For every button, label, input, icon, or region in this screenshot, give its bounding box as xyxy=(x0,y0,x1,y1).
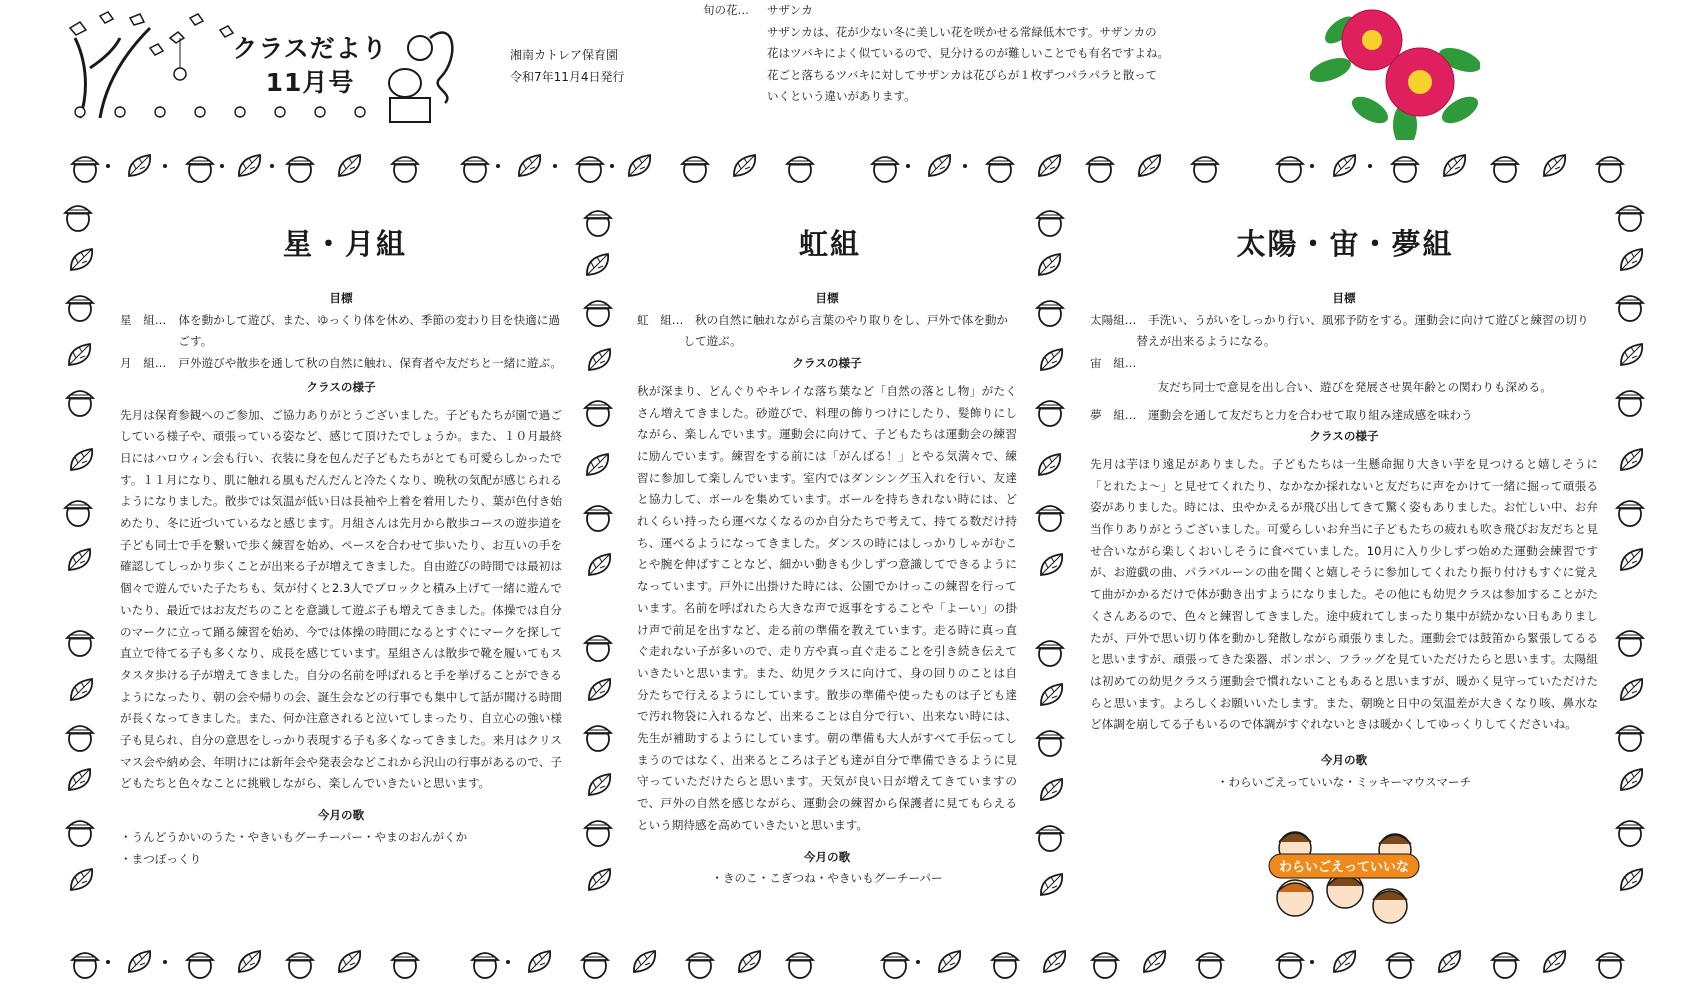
goal-text: 秋の自然に触れながら言葉のやり取りをし、戸外で体を動かして遊ぶ。 xyxy=(683,312,1009,349)
state-heading: クラスの様子 xyxy=(306,379,376,394)
goal-text: 体を動かして遊び、また、ゆっくり体を休め、季節の変わり目を快適に過ごす。 xyxy=(178,312,560,349)
song-heading: 今月の歌 xyxy=(317,808,365,823)
title-line1: クラスだより xyxy=(232,34,388,63)
goals-heading: 目標 xyxy=(1332,291,1356,305)
flower-line: 花ごと落ちるツバキに対してサザンカは花びらが１枚ずつパラパラと散って xyxy=(767,67,1158,82)
goal-row xyxy=(120,310,562,353)
goal-text: 友だち同士で意見を出し合い、遊びを発展させ異年齢との関わりも深める。 xyxy=(1146,379,1552,394)
class-title-taiyo-sora-yume: 太陽・宙・夢組 xyxy=(1236,227,1454,261)
column-niji xyxy=(637,288,1017,890)
goals-heading: 目標 xyxy=(329,291,353,305)
column-taiyo-sora-yume xyxy=(1090,288,1598,793)
song-list-item: ・まつぼっくり xyxy=(120,851,202,866)
school-name: 湘南カトレア保育園 xyxy=(510,48,619,62)
class-report: 先月は芋ほり遠足がありました。子どもたちは一生懸命掘り大きい芋を見つけると嬉しそうに「とれたよ～」と見せてくれたり、なかなか採れないと友だちに声をかけて一緒に掘って頑張る姿がありました。時には、虫やかえるが飛び出してきて驚く姿もありました。お忙しい中、お弁当作りありがとうございました。可愛らしいお弁当に子どもたちの疲れも吹き飛びお友だちと見せ合いながら楽しくおいしそうに食べていました。10月に入り少しずつ始めた運動会練習ですが、お遊戯の曲、パラバルーンの曲を聞くと嬉しそうに参加してくれたり振り付けもすぐに覚えて曲がかかるだけで体が動き出すようになりました。その他にも幼児クラスは参加することがたくさんあるので、色々と練習してきました。途中疲れてしまったり集中が続かない日もありましたが、戸外で思い切り体を動かし発散しながら頑張りました。運動会では鼓笛から緊張してるると思いますが、頑張ってきた楽器、ポンポン、フラッグを見ていただけたらと思います。太陽組は初めての幼児クラスう運動会で慣れないこともあると思いますが、暖かく見守っていただけたらと思います。よろしくお願いいたします。また、朝晩と日中の気温差が大きくなり咳、鼻水など体調を崩してる子もいるので体調がすぐれないときは暖かくしてゆっくりしてくださいね。 xyxy=(1090,456,1598,732)
goal-class: 夢 組… xyxy=(1090,407,1137,422)
flower-line: 花はツバキによく似ているので、見分けるのが難しいことでも有名ですよね。 xyxy=(767,46,1170,60)
goal-class: 太陽組… xyxy=(1090,312,1137,327)
class-title-niji: 虹組 xyxy=(798,227,861,261)
goal-class: 宙 組… xyxy=(1090,356,1137,371)
goal-class: 星 組… xyxy=(120,312,167,327)
state-heading: クラスの様子 xyxy=(1309,429,1379,444)
flower-line: いくという違いがあります。 xyxy=(767,89,916,103)
issue-date: 令和7年11月4日発行 xyxy=(510,70,625,84)
song-heading: 今月の歌 xyxy=(803,849,851,864)
goal-row xyxy=(120,353,562,375)
class-report: 秋が深まり、どんぐりやキレイな落ち葉など「自然の落とし物」がたくさん増えてきました。砂遊びで、料理の飾りつけにしたり、髪飾りにしながら、楽しんでいます。運動会に向けて、子どもたちは運動会の練習に励んでいます。練習をする前には「がんばる！」とやる気満々で、練習に参加して楽しんでいます。室内ではダンシング玉入れを行い、友達と協力して、ボールを集めています。ボールを持ちきれない時には、どれくらい持ったら運べなくなるのか自分たちで考えて、持てる数だけ持ち、運べるようになってきました。ダンスの時にはしっかりしゃがむことや腕を伸ばすことなど、細かい動きも少しずつ意識してできるようになっています。戸外に出掛けた時には、公園でかけっこの練習を行っています。名前を呼ばれたら大きな声で返事をすることや「よーい」の掛け声で前足を出すなど、走る前の準備を教えています。走る時に真っ直ぐ走れない子が多いので、走り方や真っ直ぐ走ることを引き続き伝えていきたいと思います。また、幼児クラスに向けて、身の回りのことは自分たちで行えるようにしています。散歩の準備や使ったものは子ども達で汚れ物袋に入れるなど、出来ることは自分で行い、出来ない時には、先生が補助するようにしています。朝の準備も大人がすべて手伝ってしまうのではなく、出来るところは子ども達が自分で準備できるように見守っていただけたらと思います。天気が良い日が増えてきていますので、戸外の自然を感じながら、運動会の練習から保護者に見てもらえるという期待感を高めていきたいと思います。 xyxy=(637,383,1017,832)
goals-heading: 目標 xyxy=(815,291,839,305)
state-heading: クラスの様子 xyxy=(792,356,862,371)
class-report: 先月は保育参観へのご参加、ご協力ありがとうございました。子どもたちが園で過ごしている様子や、頑張っている姿など、感じて頂けたでしょうか。また、１０月最終日にはハロウィン会も行い、衣装に身を包んだ子どもたちがとても可愛らしかったです。１１月になり、肌に触れる風もだんだんと冷たくなり、晩秋の気配が感じられるようになりました。散歩では気温が低い日は長袖や上着を着用したり、葉が色付き始めたり、冬に近づいているなと感じます。月組さんは先月から散歩コースの遊歩道を子ども同士で手を繋いで歩く練習を始め、ペースを合わせて歩いたり、お互いの手を確認してしっかり歩くことが出来る子が増えてきました。自由遊びの時間では最初は個々で遊んでいた子たちも、気が付くと2.3人でブロックと積み上げて一緒に遊んでいたり、最近ではお友だちのことを意識して遊ぶ子も増えてきました。体操では自分のマークに立って踊る練習を始め、今では体操の時間になるとすぐにマークを探して直立で待てる子も多くなり、成長を感じています。星組さんは散歩で靴を履いてもスタスタ歩ける子が増えてきました。自分の名前を呼ばれると手を挙げることができるようになったり、朝の会や帰りの会、誕生会などの行事でも集中して話が聞ける時間が長くなってきました。また、何か注意されると泣いてしまったり、自立心の強い様子も見られ、自分の意思をしっかり表現する子も多くなってきました。来月はクリスマス会や納め会、年明けには新年会や発表会などこれから沢山の行事があるので、子どもたちと色々なことに挑戦しながら、楽しんでいきたいと思います。 xyxy=(120,407,562,791)
goal-text: 運動会を通して友だちと力を合わせて取り組み達成感を味わう xyxy=(1136,407,1473,422)
class-title-hoshi-tsuki: 星・月組 xyxy=(282,227,407,261)
goal-row xyxy=(637,310,1017,353)
flower-label: 旬の花… xyxy=(703,3,749,17)
flower-name: サザンカ xyxy=(767,3,813,17)
goal-text xyxy=(1136,353,1598,375)
title-line2: 11月号 xyxy=(265,68,355,97)
column-hoshi-tsuki xyxy=(120,288,562,870)
goal-class: 月 組… xyxy=(120,356,167,371)
goal-class: 虹 組… xyxy=(637,312,684,327)
goal-row xyxy=(1090,310,1598,353)
children-laughing-illustration xyxy=(1255,828,1430,933)
illustration-caption: わらいごえっていいな xyxy=(1278,860,1410,875)
goal-row xyxy=(1090,353,1598,375)
goal-row xyxy=(1090,377,1598,399)
song-heading: 今月の歌 xyxy=(1320,753,1368,768)
song-list-item: ・きのこ・こぎつね・やきいもグーチーパー xyxy=(711,871,943,886)
song-list-item: ・うんどうかいのうた・やきいもグーチーパー・やまのおんがくか xyxy=(120,829,468,844)
goal-text: 戸外遊びや散歩を通して秋の自然に触れ、保育者や友だちと一緒に遊ぶ。 xyxy=(178,356,562,371)
goal-row xyxy=(1090,405,1598,427)
song-list-item: ・わらいごえっていいな・ミッキーマウスマーチ xyxy=(1216,774,1472,789)
flower-line: サザンカは、花が少ない冬に美しい花を咲かせる常緑低木です。サザンカの xyxy=(767,24,1157,39)
goal-text: 手洗い、うがいをしっかり行い、風邪予防をする。運動会に向けて遊びと練習の切り替えが出来るようになる。 xyxy=(1136,312,1589,349)
